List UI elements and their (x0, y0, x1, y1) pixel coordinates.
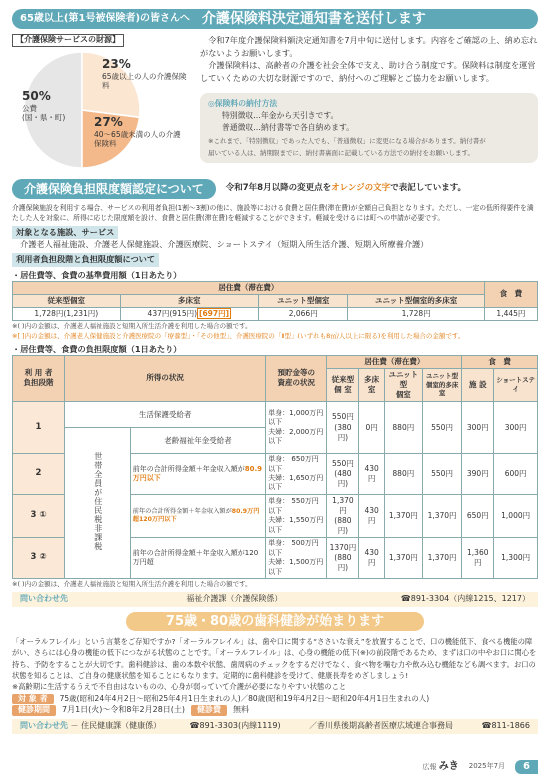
pie-pct-65: 23% (102, 56, 131, 71)
inquiry3-label: 問い合わせ先 (20, 721, 68, 731)
t2-c3: 880円 (384, 402, 422, 454)
pie-pct-40: 27% (94, 114, 123, 129)
t1-cell-food: 1,445円 (484, 307, 537, 320)
note-pre: 令和7年8月以降の変更点を (225, 183, 332, 194)
notice-title: ◎保険料の納付方法 (208, 98, 278, 108)
t2-income-hl: 80.9万円以下 (132, 464, 263, 482)
period-tag: 健診期間 (12, 705, 56, 716)
t1-col-unit-multi: ユニット型個室的多床室 (348, 294, 484, 307)
section1-title: 介護保険料決定通知書を送付します (198, 9, 538, 29)
t2-f2: 300円 (494, 402, 538, 454)
t2-head-food: 食 費 (462, 355, 538, 368)
t2-c3: 880円 (384, 454, 422, 495)
pie-pct-public: 50% (22, 88, 51, 103)
pie-caption: 【介護保険サービスの財源】 (12, 34, 124, 47)
t2-vert-cell (65, 428, 131, 579)
t2-income2: 老齢福祉年金受給者 (130, 428, 265, 454)
t2-c2: 0円 (359, 402, 384, 454)
t2-income (130, 454, 265, 495)
t2-col-multi: 多床室 (359, 368, 384, 401)
target-tag: 対 象 者 (12, 694, 54, 705)
section2-title: 介護保険負担限度額認定について (12, 179, 216, 199)
inquiry3-group (20, 721, 161, 732)
t2-income-hl: 80.9万円超120万円以下 (132, 507, 260, 524)
t2-c4: 1,370円 (422, 538, 461, 579)
inquiry-label: 問い合わせ先 (20, 593, 68, 603)
t2-f1: 1,360円 (462, 538, 494, 579)
t2-f1: 650円 (462, 494, 494, 538)
t2-f1: 390円 (462, 454, 494, 495)
table1-caption: ・居住費等、食費の基準費用額（1日あたり） (12, 269, 182, 280)
footnote3: ※( )内の金額は、介護老人福祉施設と短期入所生活介護を利用した場合の額です。 (12, 580, 252, 589)
inquiry3-tel1: ☎891-3303(内線1119) (189, 721, 281, 731)
t2-savings: 単身： 500万円以下 夫婦：1,500万円以下 (266, 538, 327, 579)
t2-income-text: 前年の合計所得金額＋年金収入額が (132, 507, 232, 515)
t2-level: 2 (13, 454, 65, 495)
footnote2: ※[ ]内の金額は、介護老人保健施設と介護医療院の「療養型」・「その他型」、介護医療院の「Ⅱ型」(いずれも8㎡/人以上に限る)を利用した場合の金額です。 (12, 331, 465, 340)
t2-c2: 430円 (359, 538, 384, 579)
inquiry3-sep: ／香川県後期高齢者医療広域連合事務局 (309, 721, 454, 731)
table2-caption: ・居住費等、食費の負担限度額（1日あたり） (12, 343, 182, 354)
payment-notice (200, 93, 538, 163)
t2-head-level: 利 用 者 負担段階 (13, 355, 65, 402)
t1-head-stay: 居住費（滞在費） (13, 281, 485, 294)
section1-para1: 令和7年度介護保険料額決定通知書を7月中旬に送付します。内容をご確認の上、納め忘れがないようお願いします。 (200, 35, 538, 58)
note-post: で表記しています。 (390, 183, 467, 194)
t2-income-text: 前年の合計所得金額＋年金収入額が (132, 464, 245, 473)
t1-cell-multi (120, 307, 258, 320)
t2-head-income: 所得の状況 (65, 355, 266, 402)
section2-intro: 介護保険施設を利用する場合、サービスの利用者負担(1割～3割)の他に、施設等における食費と居住費(滞在費)が全額自己負担となります。ただし、一定の低所得要件を満たした人を対象に、所得に応じた限度額を設け、食費と居住費(滞在費)を軽減することができます。軽減を受けるには町への申請が必要です。 (12, 203, 534, 223)
standard-cost-table (12, 281, 538, 321)
t1-cell-private: 1,728円(1,231円) (13, 307, 121, 320)
t2-f2: 600円 (494, 454, 538, 495)
t2-head-stay: 居住費（滞在費） (327, 355, 462, 368)
footer-date: 2025年7月 (468, 762, 506, 771)
t1-cell-unit: 2,066円 (259, 307, 348, 320)
inquiry-tel: ☎891-3304（内線1215、1217） (400, 593, 530, 603)
t2-f1: 300円 (462, 402, 494, 454)
t2-c1: 1,370円 (880円) (327, 494, 359, 538)
note-highlight: オレンジの文字 (331, 183, 391, 194)
section3-title: 75歳・80歳の歯科健診が始まります (126, 612, 424, 631)
t2-savings: 単身：1,000万円以下 夫婦：2,000万円以下 (266, 402, 327, 454)
inquiry-dept: 福祉介護課（介護保険係） (186, 593, 283, 603)
t2-f2: 1,300円 (494, 538, 538, 579)
t2-f2: 1,000円 (494, 494, 538, 538)
t1-head-food: 食 費 (484, 281, 537, 307)
pie-text-public: 公費 (国・県・町) (22, 103, 66, 123)
t2-c1: 1370円 (880円) (327, 538, 359, 579)
section3-footnote: ※高齢期に生活するうえで不自由はないものの、心身が弱っていて介護が必要になりやすい状態のこと (12, 682, 347, 692)
t2-c2: 430円 (359, 454, 384, 495)
section1-prefix: 65歳以上(第1号被保険者)の皆さんへ (12, 9, 198, 29)
pie-label-public (22, 89, 65, 123)
t1-col-multi: 多床室 (120, 294, 258, 307)
footnote1: ※( )内の金額は、介護老人福祉施設と短期入所生活介護を利用した場合の額です。 (12, 321, 252, 330)
t2-level: 3 ① (13, 494, 65, 538)
footer-pub (423, 760, 459, 774)
facilities-text: 介護老人福祉施設、介護老人保健施設、介護医療院、ショートステイ（短期入所生活介護、短期入所療養介護） (20, 239, 429, 250)
t2-savings: 単身： 650万円以下 夫婦：1,650万円以下 (266, 454, 327, 495)
t1-cell-unit-multi: 1,728円 (348, 307, 484, 320)
pie-label-40 (94, 115, 188, 149)
fee-value: 無料 (233, 705, 250, 715)
t2-c2: 430円 (359, 494, 384, 538)
t2-c1: 550円 (480円) (327, 454, 359, 495)
notice-line1: 特別徴収…年金から天引きです。 (222, 110, 339, 120)
period-row (12, 705, 538, 716)
pie-chart-block (12, 34, 192, 171)
section1-text (200, 34, 538, 171)
target-row (12, 694, 538, 705)
notice-small1: ※これまで、「特別徴収」であった人でも、「普通徴収」に変更になる場合があります。納付書が (208, 137, 486, 146)
t2-income: 生活保護受給者 (65, 402, 266, 428)
page-number: 6 (515, 760, 538, 774)
t2-income (130, 494, 265, 538)
t2-head-savings: 預貯金等の 資産の状況 (266, 355, 327, 402)
notice-line2: 普通徴収…納付書等で各自納めます。 (222, 122, 354, 132)
t2-c4: 550円 (422, 402, 461, 454)
section2-note (226, 183, 466, 194)
footer-pub-label: 広報 (422, 763, 437, 771)
t2-c1: 550円 (380円) (327, 402, 359, 454)
t2-col-unit: ユニット型 個室 (384, 368, 422, 401)
section2-header (12, 179, 538, 199)
limit-table (12, 355, 538, 580)
t2-col-unit-multi: ユニット型 個室的多床室 (422, 368, 461, 401)
sub-heading-levels: 利用者負担段階と負担限度額について (12, 253, 159, 266)
t2-c4: 550円 (422, 454, 461, 495)
section1-para2: 介護保険料は、高齢者の介護を社会全体で支え、助け合う制度です。保険料は制度を運営していくための大切な財源ですので、納付へのご理解とご協力をお願いします。 (200, 60, 536, 84)
t2-c3: 1,370円 (384, 538, 422, 579)
t1-cell-multi-new: [697円] (199, 308, 230, 318)
pie-text-40: 40～65歳未満の人の介護保険料 (94, 129, 181, 149)
section1-header (12, 8, 538, 30)
t2-level: 1 (13, 402, 65, 454)
notice-small2: 届いている人は、納期限までに、納付書裏面に記載している方法での納付をお願いします。 (208, 149, 474, 158)
t2-savings: 単身： 550万円以下 夫婦：1,550万円以下 (266, 494, 327, 538)
inquiry3-dept: － 住民健康課（健康係） (70, 721, 162, 731)
pie-text-65: 65歳以上の人の介護保険料 (102, 71, 187, 91)
t2-col-facility: 施 設 (462, 368, 494, 401)
t2-col-short: ショートステイ (494, 368, 538, 401)
inquiry3-tel2: ☎811-1866 (481, 721, 530, 731)
target-value: 75歳(昭和24年4月2日～昭和25年4月1日生まれの人)／80歳(昭和19年4月2日～昭和20年4月1日生まれの人) (59, 694, 430, 703)
fee-tag: 健診費 (191, 705, 227, 716)
t2-col-private: 従来型 個 室 (327, 368, 359, 401)
section3-body: 「オーラルフレイル」という言葉をご存知ですか?「オーラルフレイル」は、歯や口に関する“ささいな衰え”を放置することで、口の機能低下、食べる機能の障がい、さらには心身の機能の低下につながる状態のことです。「オーラルフレイル」は、心身の機能の低下(※)の前段階であるため、まずは口の中やお口に関心を持ち、予防をすることが大切です。歯科健診は、歯の本数や状態、歯周病のチェックをするだけでなく、食べ物を噛む力や飲み込む機能なども調べます。お口の状態を知ることは、ご自身の健康状態を知ることにもなります。定期的に歯科健診を受けて、健康長寿をめざしましょう! (12, 637, 537, 681)
t1-cell-multi-base: 437円(915円) (147, 308, 198, 318)
pie-label-65 (102, 57, 188, 91)
t2-level: 3 ② (13, 538, 65, 579)
pie-chart (12, 49, 192, 171)
section2-inquiry (12, 592, 538, 607)
t2-c3: 1,370円 (384, 494, 422, 538)
t2-row-1a (13, 402, 538, 428)
sub-heading-facilities: 対象となる施設、サービス (12, 226, 118, 239)
t2-c4: 1,370円 (422, 494, 461, 538)
footer-logo: みき (438, 761, 459, 772)
page-footer (0, 760, 550, 774)
t2-income: 前年の合計所得金額＋年金収入額が120万円超 (130, 538, 265, 579)
section3-header (12, 613, 538, 631)
t1-col-unit: ユニット型個室 (259, 294, 348, 307)
period-value: 7月1日(火)～令和8年2月28日(土) (62, 705, 186, 715)
t2-vert-text: 世帯全員が住民税非課税 (93, 452, 103, 552)
t1-col-private: 従来型個室 (13, 294, 121, 307)
section3-inquiry (12, 719, 538, 734)
section1-body (12, 34, 538, 171)
